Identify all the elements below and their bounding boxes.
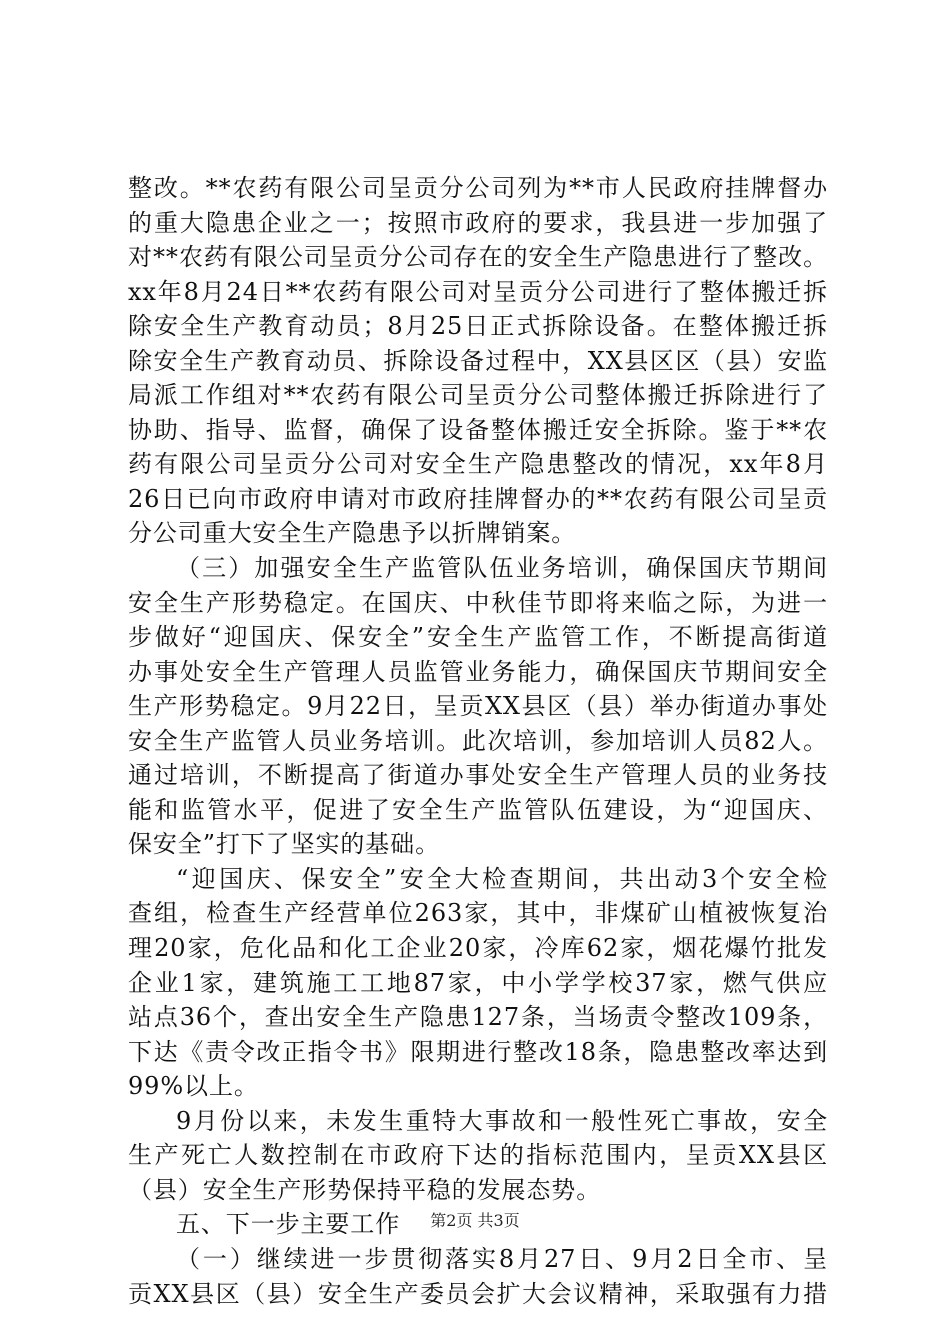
body-line: 站点36个，查出安全生产隐患127条，当场责令整改109条，: [128, 1003, 828, 1032]
body-line: 企业1家，建筑施工工地87家，中小学学校37家，燃气供应: [128, 968, 828, 997]
body-line: 99%以上。: [128, 1072, 259, 1101]
body-line: 步做好“迎国庆、保安全”安全生产监管工作，不断提高街道: [128, 623, 828, 652]
body-line: 局派工作组对**农药有限公司呈贡分公司整体搬迁拆除进行了: [128, 381, 828, 410]
body-line: 协助、指导、监督，确保了设备整体搬迁安全拆除。鉴于**农: [128, 415, 828, 444]
body-line: 保安全”打下了坚实的基础。: [128, 830, 440, 859]
document-body: [128, 171, 828, 1311]
body-line: 9月份以来，未发生重特大事故和一般性死亡事故，安全: [176, 1106, 828, 1135]
body-line: 生产死亡人数控制在市政府下达的指标范围内，呈贡XX县区: [128, 1141, 828, 1170]
body-line: xx年8月24日**农药有限公司对呈贡分公司进行了整体搬迁拆: [128, 277, 828, 306]
body-line: 能和监管水平，促进了安全生产监管队伍建设，为“迎国庆、: [128, 795, 828, 824]
body-line: 除安全生产教育动员；8月25日正式拆除设备。在整体搬迁拆: [128, 312, 828, 341]
body-line: 查组，检查生产经营单位263家，其中，非煤矿山植被恢复治: [128, 899, 828, 928]
body-line: 生产形势稳定。9月22日，呈贡XX县区（县）举办街道办事处: [128, 692, 828, 721]
body-line: 对**农药有限公司呈贡分公司存在的安全生产隐患进行了整改。: [128, 243, 828, 272]
body-line: （县）安全生产形势保持平稳的发展态势。: [128, 1175, 602, 1204]
body-line: 安全生产监管人员业务培训。此次培训，参加培训人员82人。: [128, 726, 828, 755]
body-line: 下达《责令改正指令书》限期进行整改18条，隐患整改率达到: [128, 1037, 828, 1066]
body-line: （三）加强安全生产监管队伍业务培训，确保国庆节期间: [176, 554, 828, 583]
section-heading: 五、下一步主要工作: [176, 1210, 401, 1239]
body-line: 药有限公司呈贡分公司对安全生产隐患整改的情况，xx年8月: [128, 450, 828, 479]
body-line: 除安全生产教育动员、拆除设备过程中，XX县区区（县）安监: [128, 346, 828, 375]
body-line: 理20家，危化品和化工企业20家，冷库62家，烟花爆竹批发: [128, 934, 828, 963]
body-line: 办事处安全生产管理人员监管业务能力，确保国庆节期间安全: [128, 657, 828, 686]
body-line: 26日已向市政府申请对市政府挂牌督办的**农药有限公司呈贡: [128, 484, 828, 513]
body-line: 贡XX县区（县）安全生产委员会扩大会议精神，采取强有力措: [128, 1279, 828, 1308]
body-line: （一）继续进一步贯彻落实8月27日、9月2日全市、呈: [176, 1244, 828, 1273]
body-line: 整改。**农药有限公司呈贡分公司列为**市人民政府挂牌督办: [128, 174, 828, 202]
body-line: 通过培训，不断提高了街道办事处安全生产管理人员的业务技: [128, 761, 828, 790]
body-line: 安全生产形势稳定。在国庆、中秋佳节即将来临之际，为进一: [128, 588, 828, 617]
body-line: “迎国庆、保安全”安全大检查期间，共出动3个安全检: [176, 864, 828, 893]
body-line: 分公司重大安全生产隐患予以折牌销案。: [128, 519, 577, 548]
page-footer: 第2页 共3页: [430, 1211, 520, 1230]
body-line: 的重大隐患企业之一；按照市政府的要求，我县进一步加强了: [128, 208, 828, 237]
